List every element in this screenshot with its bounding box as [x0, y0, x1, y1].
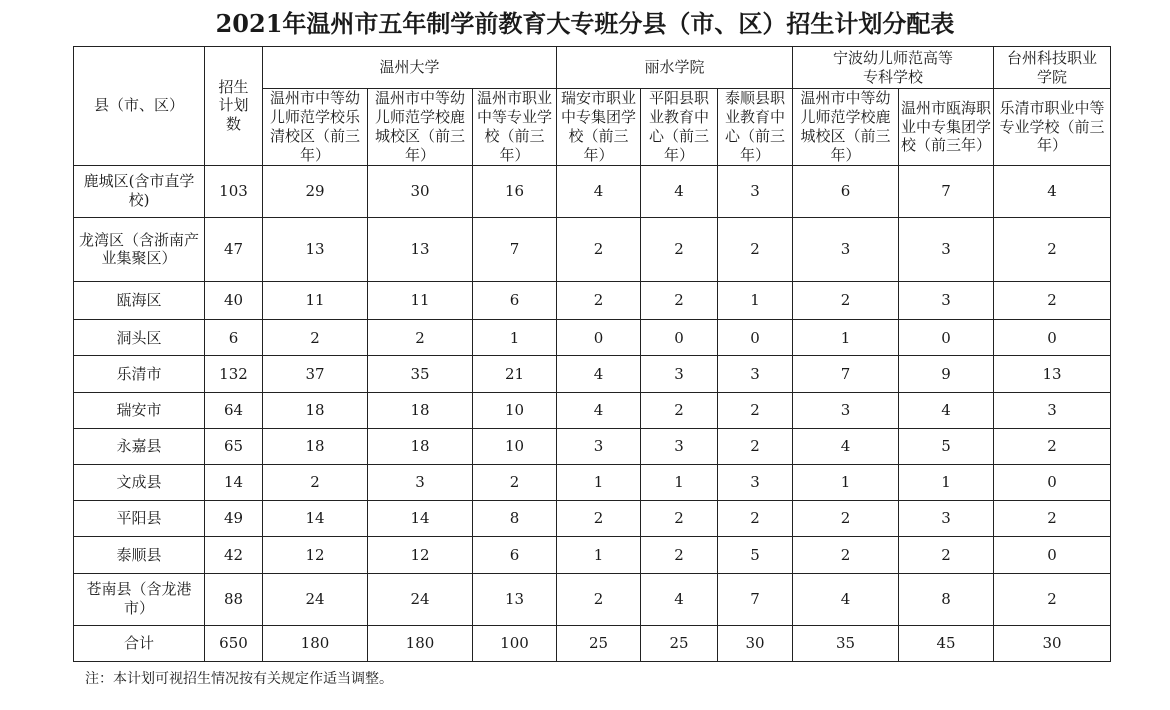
quota-cell: 3 [557, 428, 641, 464]
quota-cell: 30 [368, 165, 473, 217]
school-header: 泰顺县职业教育中心（前三年） [718, 89, 793, 165]
quota-cell: 2 [994, 428, 1111, 464]
quota-cell: 6 [473, 282, 557, 320]
quota-cell: 3 [899, 501, 994, 537]
quota-cell: 25 [641, 625, 718, 661]
table-row [74, 501, 1111, 537]
plan-total: 6 [205, 320, 263, 356]
quota-cell: 4 [557, 392, 641, 428]
school-header: 瑞安市职业中专集团学校（前三年） [557, 89, 641, 165]
quota-cell: 0 [994, 465, 1111, 501]
quota-cell: 2 [557, 573, 641, 625]
plan-total: 132 [205, 356, 263, 392]
quota-cell: 2 [263, 320, 368, 356]
quota-cell: 7 [718, 573, 793, 625]
quota-cell: 13 [263, 217, 368, 281]
quota-cell: 4 [557, 165, 641, 217]
quota-cell: 2 [473, 465, 557, 501]
quota-cell: 25 [557, 625, 641, 661]
quota-cell: 37 [263, 356, 368, 392]
quota-cell: 18 [263, 428, 368, 464]
county-name: 乐清市 [74, 356, 205, 392]
school-header: 温州市职业中等专业学校（前三年） [473, 89, 557, 165]
quota-cell: 16 [473, 165, 557, 217]
allocation-table [73, 46, 1111, 662]
county-name: 苍南县（含龙港市） [74, 573, 205, 625]
county-header: 县（市、区） [74, 47, 205, 166]
table-row [74, 282, 1111, 320]
quota-cell: 7 [899, 165, 994, 217]
quota-cell: 100 [473, 625, 557, 661]
quota-cell: 18 [263, 392, 368, 428]
quota-cell: 0 [557, 320, 641, 356]
quota-cell: 2 [994, 217, 1111, 281]
quota-cell: 1 [899, 465, 994, 501]
page-title: 2021年温州市五年制学前教育大专班分县（市、区）招生计划分配表 [215, 9, 955, 38]
quota-cell: 1 [793, 465, 899, 501]
quota-cell: 2 [641, 217, 718, 281]
plan-header: 招生计划数 [205, 47, 263, 166]
quota-cell: 0 [994, 320, 1111, 356]
school-header: 乐清市职业中等专业学校（前三年） [994, 89, 1111, 165]
quota-cell: 7 [473, 217, 557, 281]
plan-total: 88 [205, 573, 263, 625]
quota-cell: 2 [994, 573, 1111, 625]
county-name: 泰顺县 [74, 537, 205, 573]
quota-cell: 3 [994, 392, 1111, 428]
footnote: 注：本计划可视招生情况按有关规定作适当调整。 [85, 671, 393, 687]
quota-cell: 5 [718, 537, 793, 573]
county-name: 鹿城区(含市直学校) [74, 165, 205, 217]
table-row [74, 165, 1111, 217]
quota-cell: 4 [641, 165, 718, 217]
plan-total: 49 [205, 501, 263, 537]
quota-cell: 2 [557, 217, 641, 281]
quota-cell: 5 [899, 428, 994, 464]
quota-cell: 1 [473, 320, 557, 356]
quota-cell: 3 [718, 165, 793, 217]
county-name: 合计 [74, 625, 205, 661]
county-name: 瑞安市 [74, 392, 205, 428]
table-row [74, 217, 1111, 281]
quota-cell: 0 [641, 320, 718, 356]
quota-cell: 4 [793, 428, 899, 464]
quota-cell: 45 [899, 625, 994, 661]
quota-cell: 1 [557, 465, 641, 501]
quota-cell: 10 [473, 392, 557, 428]
plan-total: 42 [205, 537, 263, 573]
plan-total: 103 [205, 165, 263, 217]
quota-cell: 2 [641, 537, 718, 573]
quota-cell: 1 [718, 282, 793, 320]
quota-cell: 21 [473, 356, 557, 392]
group-header-ningbo-preschool-college: 宁波幼儿师范高等专科学校 [793, 47, 994, 89]
quota-cell: 14 [263, 501, 368, 537]
quota-cell: 0 [994, 537, 1111, 573]
school-header: 温州市中等幼儿师范学校鹿城校区（前三年） [793, 89, 899, 165]
plan-total: 40 [205, 282, 263, 320]
quota-cell: 2 [899, 537, 994, 573]
quota-cell: 11 [368, 282, 473, 320]
school-header: 温州市瓯海职业中专集团学校（前三年） [899, 89, 994, 165]
quota-cell: 4 [793, 573, 899, 625]
table-row [74, 356, 1111, 392]
quota-cell: 0 [899, 320, 994, 356]
quota-cell: 29 [263, 165, 368, 217]
quota-cell: 13 [368, 217, 473, 281]
quota-cell: 180 [368, 625, 473, 661]
plan-total: 14 [205, 465, 263, 501]
plan-total: 47 [205, 217, 263, 281]
quota-cell: 3 [793, 392, 899, 428]
quota-cell: 24 [368, 573, 473, 625]
quota-cell: 4 [557, 356, 641, 392]
quota-cell: 1 [793, 320, 899, 356]
quota-cell: 4 [994, 165, 1111, 217]
quota-cell: 1 [557, 537, 641, 573]
quota-cell: 11 [263, 282, 368, 320]
quota-cell: 2 [718, 428, 793, 464]
quota-cell: 2 [718, 217, 793, 281]
quota-cell: 3 [641, 428, 718, 464]
quota-cell: 13 [994, 356, 1111, 392]
quota-cell: 9 [899, 356, 994, 392]
table-row [74, 465, 1111, 501]
quota-cell: 3 [899, 217, 994, 281]
quota-cell: 14 [368, 501, 473, 537]
quota-cell: 2 [793, 282, 899, 320]
quota-cell: 13 [473, 573, 557, 625]
quota-cell: 10 [473, 428, 557, 464]
table-row [74, 573, 1111, 625]
quota-cell: 3 [641, 356, 718, 392]
school-header: 平阳县职业教育中心（前三年） [641, 89, 718, 165]
plan-total: 650 [205, 625, 263, 661]
table-row [74, 392, 1111, 428]
total-row [74, 625, 1111, 661]
quota-cell: 4 [641, 573, 718, 625]
quota-cell: 2 [793, 537, 899, 573]
quota-cell: 2 [994, 282, 1111, 320]
county-name: 平阳县 [74, 501, 205, 537]
quota-cell: 3 [793, 217, 899, 281]
header-row-groups [74, 47, 1111, 89]
quota-cell: 3 [718, 465, 793, 501]
quota-cell: 2 [557, 501, 641, 537]
quota-cell: 2 [641, 501, 718, 537]
quota-cell: 2 [718, 501, 793, 537]
quota-cell: 30 [994, 625, 1111, 661]
quota-cell: 8 [473, 501, 557, 537]
quota-cell: 0 [718, 320, 793, 356]
county-name: 文成县 [74, 465, 205, 501]
quota-cell: 8 [899, 573, 994, 625]
quota-cell: 2 [718, 392, 793, 428]
quota-cell: 2 [994, 501, 1111, 537]
quota-cell: 30 [718, 625, 793, 661]
table-row [74, 320, 1111, 356]
table-row [74, 537, 1111, 573]
county-name: 永嘉县 [74, 428, 205, 464]
group-header-lishui-university: 丽水学院 [557, 47, 793, 89]
county-name: 龙湾区（含浙南产业集聚区） [74, 217, 205, 281]
quota-cell: 6 [793, 165, 899, 217]
school-header: 温州市中等幼儿师范学校乐清校区（前三年） [263, 89, 368, 165]
quota-cell: 2 [557, 282, 641, 320]
quota-cell: 2 [641, 282, 718, 320]
quota-cell: 12 [368, 537, 473, 573]
quota-cell: 1 [641, 465, 718, 501]
quota-cell: 3 [718, 356, 793, 392]
quota-cell: 12 [263, 537, 368, 573]
quota-cell: 7 [793, 356, 899, 392]
quota-cell: 2 [641, 392, 718, 428]
quota-cell: 2 [793, 501, 899, 537]
quota-cell: 3 [368, 465, 473, 501]
plan-total: 65 [205, 428, 263, 464]
group-header-taizhou-tech-college: 台州科技职业学院 [994, 47, 1111, 89]
quota-cell: 3 [899, 282, 994, 320]
quota-cell: 2 [368, 320, 473, 356]
quota-cell: 18 [368, 392, 473, 428]
school-header: 温州市中等幼儿师范学校鹿城校区（前三年） [368, 89, 473, 165]
group-header-wenzhou-university: 温州大学 [263, 47, 557, 89]
quota-cell: 24 [263, 573, 368, 625]
county-name: 瓯海区 [74, 282, 205, 320]
quota-cell: 2 [263, 465, 368, 501]
plan-total: 64 [205, 392, 263, 428]
quota-cell: 180 [263, 625, 368, 661]
quota-cell: 6 [473, 537, 557, 573]
quota-cell: 18 [368, 428, 473, 464]
county-name: 洞头区 [74, 320, 205, 356]
quota-cell: 35 [368, 356, 473, 392]
quota-cell: 4 [899, 392, 994, 428]
table-row [74, 428, 1111, 464]
quota-cell: 35 [793, 625, 899, 661]
